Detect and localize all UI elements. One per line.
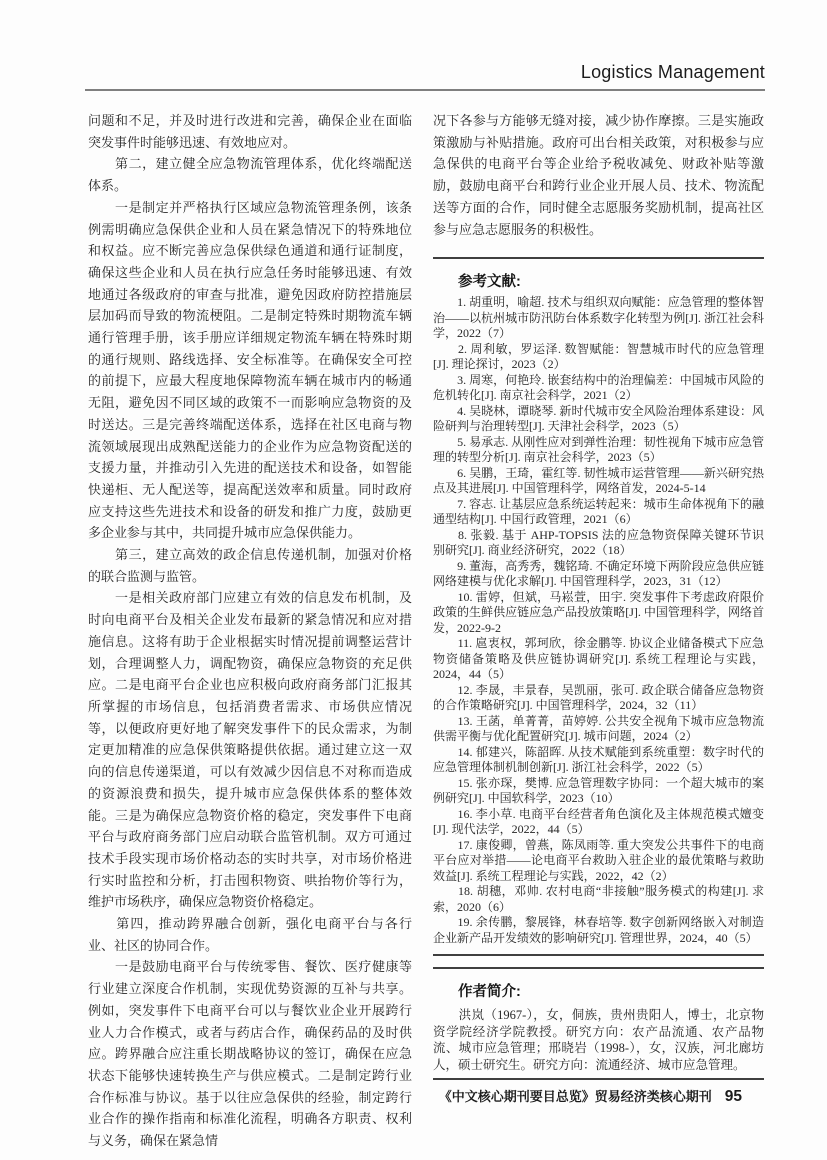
references-top-rule xyxy=(433,257,764,259)
reference-item: 8. 张毅. 基于 AHP-TOPSIS 法的应急物资保障关键环节识别研究[J]. 商业经济研究，2022（18） xyxy=(433,527,764,558)
reference-item: 12. 李晟，丰景春，吴凯丽，张可. 政企联合储备应急物资的合作策略研究[J]. 中国管理科学，2024，32（11） xyxy=(433,682,764,713)
paragraph: 一是制定并严格执行区域应急物流管理条例，该条例需明确应急保供企业和人员在紧急情况下的特殊地位和权益。应不断完善应急保供绿色通道和通行证制度，确保这些企业和人员在执行应急任务时能够迅速、有效地通过各级政府的审查与批准，避免因政府防控措施层层加码而导致的物流梗阻。二是制定特殊时期物流车辆通行管理手册，该手册应详细规定物流车辆在特殊时期的通行规则、路线选择、安全标准等。在确保安全可控的前提下，应最大程度地保障物流车辆在城市内的畅通无阻，避免因不同区域的政策不一而影响应急物资的及时送达。三是完善终端配送体系，选择在社区电商与物流领域展现出成熟配送能力的企业作为应急物资配送的支援力量，并推动引入先进的配送技术和设备，如智能快递柜、无人配送等，提高配送效率和质量。同时政府应支持这些先进技术和设备的研发和推广力度，鼓励更多企业参与其中，共同提升城市应急保供能力。 xyxy=(88,199,412,541)
reference-item: 13. 王菡，单菁菁，苗婷婷. 公共安全视角下城市应急物流供需平衡与优化配置研究[J]. 城市问题，2024（2） xyxy=(433,713,764,744)
divider-rule-upper xyxy=(433,954,764,956)
reference-item: 2. 周利敏，罗运泽. 数智赋能：智慧城市时代的应急管理[J]. 理论探讨，2023（2） xyxy=(433,341,764,372)
author-bio-heading: 作者简介: xyxy=(458,984,521,1001)
reference-item: 11. 扈衷权，郭珂欣，徐金鹏等. 协议企业储备模式下应急物资储备策略及供应链协调研究[J]. 系统工程理论与实践，2024，44（5） xyxy=(433,636,764,682)
right-column-text xyxy=(433,110,764,240)
paragraph: 第二，建立健全应急物流管理体系，优化终端配送体系。 xyxy=(88,156,412,194)
paragraph: 况下各参与方能够无缝对接，减少协作摩擦。三是实施政策激励与补贴措施。政府可出台相关政策，对积极参与应急保供的电商平台等企业给予税收减免、财政补贴等激励，鼓励电商平台和跨行业企业开展人员、技术、物流配送等方面的合作，同时健全志愿服务奖励机制，提高社区参与应急志愿服务的积极性。 xyxy=(433,113,764,237)
reference-item: 18. 胡穗，邓帅. 农村电商“非接触”服务模式的构建[J]. 求索，2020（6） xyxy=(433,884,764,914)
reference-item: 9. 董海，高秀秀，魏铭琦. 不确定环境下两阶段应急供应链网络建模与优化求解[J]. 中国管理科学，2023，31（12） xyxy=(433,558,764,589)
left-column-text xyxy=(88,110,412,1152)
paragraph: 一是相关政府部门应建立有效的信息发布机制，及时向电商平台及相关企业发布最新的紧急情况和应对措施信息。这将有助于企业根据实时情况提前调整运营计划，合理调整人力，调配物资，确保应急物资的充足供应。二是电商平台企业也应积极向政府商务部门汇报其所掌握的市场信息，包括消费者需求、市场供应情况等，以便政府更好地了解突发事件下的民众需求，为制定更加精准的应急保供策略提供依据。通过建立这一双向的信息传递渠道，可以有效减少因信息不对称而造成的资源浪费和损失，提升城市应急保供体系的整体效能。三是为确保应急物资价格的稳定，突发事件下电商平台与政府商务部门应启动联合监管机制。双方可通过技术手段实现市场价格动态的实时共享，对市场价格进行实时监控和分析，打击囤积物资、哄抬物价等行为，维护市场秩序，确保应急物资价格稳定。 xyxy=(88,590,412,910)
divider-rule-lower xyxy=(433,967,764,969)
reference-item: 19. 余传鹏，黎展锋，林春培等. 数字创新网络嵌入对制造企业新产品开发绩效的影响研究[J]. 管理世界，2024，40（5） xyxy=(433,915,764,945)
paragraph: 问题和不足，并及时进行改进和完善，确保企业在面临突发事件时能够迅速、有效地应对。 xyxy=(88,113,412,150)
footer-page-number: 95 xyxy=(724,1088,742,1105)
left-column xyxy=(88,110,412,1152)
reference-item: 14. 郁建兴，陈韶晖. 从技术赋能到系统重塑：数字时代的应急管理体制机制创新[J]. 浙江社会科学，2022（5） xyxy=(433,744,764,775)
reference-item: 6. 吴鹏，王琦，霍红等. 韧性城市运营管理——新兴研究热点及其进展[J]. 中国管理科学，网络首发，2024-5-14 xyxy=(433,465,764,496)
right-column xyxy=(433,110,764,1080)
author-bio-text: 洪岚（1967-），女，侗族，贵州贵阳人，博士，北京物资学院经济学院教授。研究方向：农产品流通、农产品物流、城市应急管理；邢晓岩（1998-），女，汉族，河北廊坊人，硕士研究生。研究方向：流通经济、城市应急管理。 xyxy=(433,1008,764,1072)
author-bio-bottom-rule xyxy=(433,1078,764,1080)
reference-item: 1. 胡重明，喻超. 技术与组织双向赋能：应急管理的整体智治——以杭州城市防汛防台体系数字化转型为例[J]. 浙江社会科学，2022（7） xyxy=(433,295,764,341)
section-divider xyxy=(433,954,764,969)
paragraph: 一是鼓励电商平台与传统零售、餐饮、医疗健康等行业建立深度合作机制，实现优势资源的互补与共享。例如，突发事件下电商平台可以与餐饮业企业开展跨行业人力合作模式，或者与药店合作，确保药品的及时供应。跨界融合应注重长期战略协议的签订，确保在应急状态下能够快速转换生产与供应模式。二是制定跨行业合作标准与协议。基于以往应急保供的经验，制定跨行业合作的操作指南和标准化流程，明确各方职责、权利与义务，确保在紧急情 xyxy=(88,959,412,1149)
reference-item: 7. 容志. 让基层应急系统运转起来：城市生命体视角下的融通型结构[J]. 中国行政管理，2021（6） xyxy=(433,496,764,527)
footer-journal-note: 《中文核心期刊要目总览》贸易经济类核心期刊 xyxy=(438,1089,712,1104)
references-list xyxy=(433,295,764,946)
page-header-title: Logistics Management xyxy=(580,62,765,82)
paragraph: 第四，推动跨界融合创新，强化电商平台与各行业、社区的协同合作。 xyxy=(88,916,412,953)
reference-item: 5. 易承志. 从刚性应对到弹性治理：韧性视角下城市应急管理的转型分析[J]. 南京社会科学，2023（5） xyxy=(433,434,764,465)
reference-item: 17. 康俊卿，曾燕，陈凤雨等. 重大突发公共事件下的电商平台应对举措——论电商平台救助入驻企业的最优策略与救助效益[J]. 系统工程理论与实践，2022，42（2） xyxy=(433,837,764,883)
paragraph: 第三，建立高效的政企信息传递机制，加强对价格的联合监测与监管。 xyxy=(88,547,412,584)
reference-item: 10. 雷婷，但斌，马崧萱，田宇. 突发事件下考虑政府限价政策的生鲜供应链应急产品投放策略[J]. 中国管理科学，网络首发，2022-9-2 xyxy=(433,589,764,635)
references-heading: 参考文献: xyxy=(458,274,521,291)
reference-item: 16. 李小草. 电商平台经营者角色演化及主体规范模式嬗变[J]. 现代法学，2022，44（5） xyxy=(433,806,764,837)
page-footer xyxy=(439,1086,742,1106)
reference-item: 3. 周寒，何艳玲. 嵌套结构中的治理偏差：中国城市风险的危机转化[J]. 南京社会科学，2021（2） xyxy=(433,372,764,403)
reference-item: 15. 张亦琛，樊博. 应急管理数字协同：一个超大城市的案例研究[J]. 中国软科学，2023（10） xyxy=(433,775,764,806)
reference-item: 4. 吴晓林，谭晓琴. 新时代城市安全风险治理体系建设：风险研判与治理转型[J]. 天津社会科学，2023（5） xyxy=(433,403,764,434)
header-rule xyxy=(85,89,765,91)
